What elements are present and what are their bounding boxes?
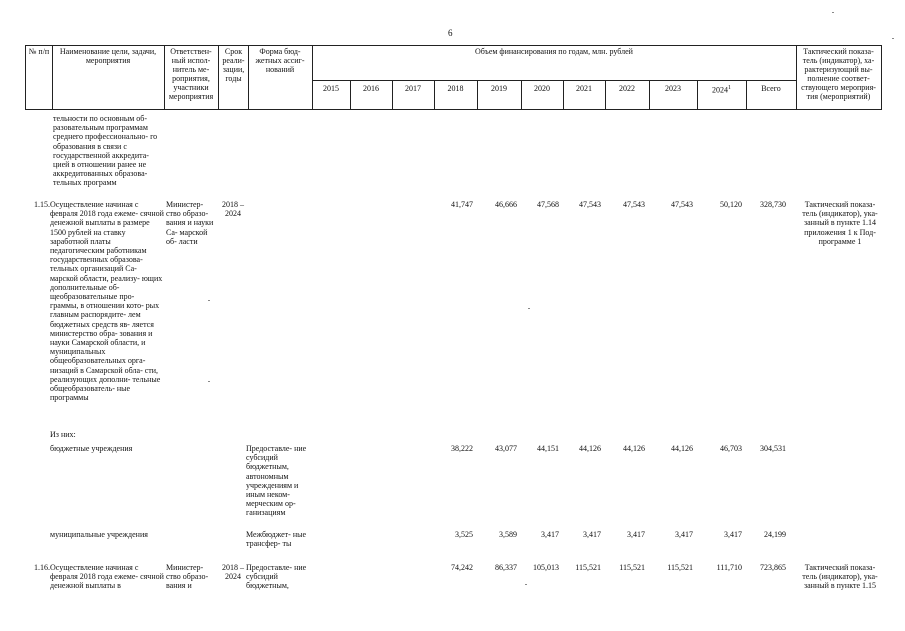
header-form: Форма бюд- жетных ассиг- нований <box>255 47 305 74</box>
row-value: 3,589 <box>499 530 517 539</box>
scan-speck <box>525 584 527 585</box>
row-form: Предоставле- ние субсидий бюджетным, <box>246 563 307 591</box>
year-separator <box>746 80 747 109</box>
row-value: 115,521 <box>575 563 601 572</box>
row-indicator: Тактический показа- тель (индикатор), ука- занный в пункте 1.15 <box>802 563 878 591</box>
row-value: 44,126 <box>623 444 645 453</box>
row-value: 44,126 <box>579 444 601 453</box>
row-total: 328,730 <box>760 200 786 209</box>
header-year <box>521 84 563 93</box>
row-form: Межбюджет- ные трансфер- ты <box>246 530 307 549</box>
header-year <box>392 84 434 93</box>
row-value: 3,417 <box>583 530 601 539</box>
header-year <box>312 84 350 93</box>
header-year-label: 2021 <box>576 84 592 93</box>
row-value: 41,747 <box>451 200 473 209</box>
year-footnote-mark: 1 <box>728 85 731 91</box>
page-number: 6 <box>448 28 453 38</box>
row-value: 3,417 <box>675 530 693 539</box>
row-value: 47,543 <box>671 200 693 209</box>
header-name: Наименование цели, задачи, мероприятия <box>59 47 157 65</box>
header-responsible: Ответствен- ный испол- нитель ме- роприятия, участники мероприятия <box>168 47 214 101</box>
header-year-label: 2017 <box>405 84 421 93</box>
row-number: 1.15. <box>34 200 50 209</box>
year-separator <box>605 80 606 109</box>
row-total: 304,531 <box>760 444 786 453</box>
year-separator <box>649 80 650 109</box>
header-year-label: 2015 <box>323 84 339 93</box>
row-name: Осуществление начиная с февраля 2018 года ежеме- сячной денежной выплаты в размере 1500 рублей на ставку заработной платы педагогическим работникам государственных образова- тельных организаций Са- марской области, реализу- ющих дополнительные об- щеобразовательные про- граммы, в отношении кото- рых главным распорядите- лем бюджетных средств яв- ляется министерство обра- зования и науки Самарской области, и муниципальных общеобразовательных орга- низаций в Самарской обла- сти, реализующих дополни- тельные общеобразователь- ные программы <box>50 200 164 403</box>
row-form: Предоставле- ние субсидий бюджетным, автономным учреждениям и иным неком- мерческим ор- ганизациям <box>246 444 307 518</box>
header-total: Всего <box>761 84 781 93</box>
row-value: 86,337 <box>495 563 517 572</box>
row-value: 3,417 <box>724 530 742 539</box>
header-year <box>649 84 697 93</box>
header-year <box>477 84 521 93</box>
scan-speck <box>208 381 210 382</box>
row-value: 3,525 <box>455 530 473 539</box>
row-value: 115,521 <box>619 563 645 572</box>
header-num: № п/п <box>28 47 50 56</box>
row-value: 38,222 <box>451 444 473 453</box>
row-value: 105,013 <box>533 563 559 572</box>
header-year-label: 2016 <box>363 84 379 93</box>
table-top-border <box>25 45 881 46</box>
header-year-label: 2023 <box>665 84 681 93</box>
row-value: 47,543 <box>579 200 601 209</box>
header-year-label: 2018 <box>447 84 464 93</box>
continuation-text: тельности по основным об- разовательным программам среднего профессионально- го образования в связи с государственной аккредита- цией в отношении ранее не аккредитованных образова- тельных программ <box>53 114 158 188</box>
row-value: 46,666 <box>495 200 517 209</box>
row-value: 115,521 <box>667 563 693 572</box>
row-indicator: Тактический показа- тель (индикатор), ука- занный в пункте 1.14 приложения 1 к Под- программе 1 <box>802 200 878 246</box>
scan-speck <box>832 12 834 13</box>
row-value: 3,417 <box>627 530 645 539</box>
row-value: 46,703 <box>720 444 742 453</box>
row-name: муниципальные учреждения <box>50 530 148 539</box>
header-year-label: 2024 <box>712 85 728 95</box>
header-funding: Объем финансирования по годам, млн. рублей <box>475 47 633 56</box>
row-value: 74,242 <box>451 563 473 572</box>
header-term: Срок реали- зации, годы <box>222 47 245 83</box>
header-year <box>350 84 392 93</box>
row-number: 1.16. <box>34 563 50 572</box>
row-value: 50,120 <box>720 200 742 209</box>
row-term: 2018 – 2024 <box>222 563 244 582</box>
header-year <box>605 84 649 93</box>
year-separator <box>563 80 564 109</box>
header-year-label: 2022 <box>619 84 635 93</box>
row-value: 44,151 <box>537 444 559 453</box>
header-year-label: 2019 <box>491 84 507 93</box>
scan-speck <box>208 300 210 301</box>
year-separator <box>392 80 393 109</box>
scan-speck <box>892 38 894 39</box>
header-year <box>697 84 746 95</box>
row-value: 3,417 <box>541 530 559 539</box>
year-separator <box>697 80 698 109</box>
row-term: 2018 – 2024 <box>222 200 244 219</box>
year-separator <box>434 80 435 109</box>
year-separator <box>350 80 351 109</box>
year-row-border <box>312 80 796 81</box>
year-separator <box>521 80 522 109</box>
scan-speck <box>528 308 530 309</box>
row-responsible: Министер- ство образо- вания и <box>166 563 209 591</box>
row-name: Из них: <box>50 430 76 439</box>
header-year <box>434 84 477 93</box>
row-value: 44,126 <box>671 444 693 453</box>
row-name: бюджетные учреждения <box>50 444 133 453</box>
row-value: 111,710 <box>716 563 742 572</box>
row-responsible: Министер- ство образо- вания и науки Са- марской об- ласти <box>166 200 214 246</box>
header-year-label: 2020 <box>534 84 550 93</box>
header-bottom-border <box>25 109 881 110</box>
row-value: 43,077 <box>495 444 517 453</box>
row-value: 47,568 <box>537 200 559 209</box>
header-year <box>563 84 605 93</box>
row-total: 723,865 <box>760 563 786 572</box>
row-value: 47,543 <box>623 200 645 209</box>
row-total: 24,199 <box>764 530 786 539</box>
year-separator <box>477 80 478 109</box>
header-indicator: Тактический показа- тель (индикатор), ха- рактеризующий вы- полнение соответ- ствующего мероприя- тия (мероприятий) <box>801 47 876 101</box>
row-name: Осуществление начиная с февраля 2018 года ежеме- сячной денежной выплаты в <box>50 563 164 591</box>
